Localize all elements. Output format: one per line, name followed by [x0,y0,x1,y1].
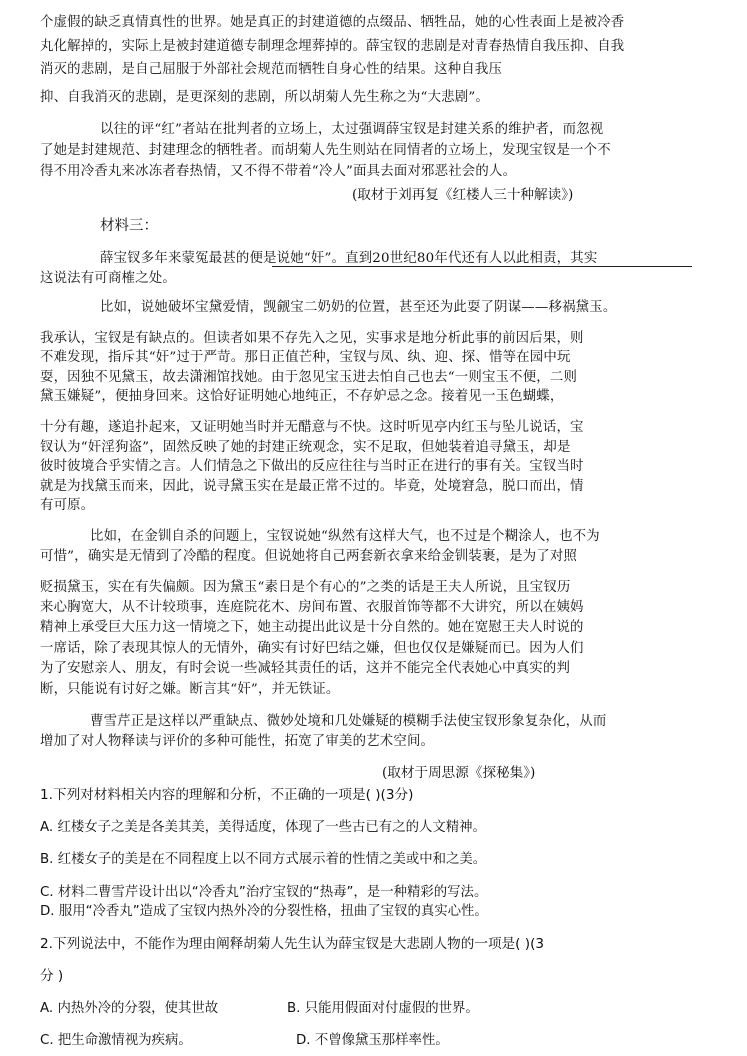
source-citation: (取材于刘再复《红楼人三十种解读》) [352,187,574,203]
passage-line: 比如，说她破坏宝黛爱情，觊觎宝二奶奶的位置，甚至还为此耍了阴谋——移祸黛玉。 [100,300,617,315]
question-2-stem-continued: 分 ) [40,968,64,984]
question-2-option-b: B. 只能用假面对付虚假的世界。 [287,1001,479,1016]
passage-line: 得不用冷香丸来冰冻者春热情，又不得不带着“冷人”面具去面对邪恶社会的人。 [40,164,517,179]
passage-line: 这说法有可商榷之处。 [40,271,176,286]
passage-line: 就是为找黛玉而来，因此，说寻黛玉实在是最正常不过的。毕竟，处境窘急，脱口而出，情 [40,479,584,494]
passage-line: 有可原。 [40,498,95,513]
passage-line: 以往的评“红”者站在批判者的立场上，太过强调薛宝钗是封建关系的维护者，而忽视 [100,122,604,137]
question-1-option-c: C. 材料二曹雪芹设计出以“冷香丸”治疗宝钗的“热毒”，是一种精彩的写法。 [40,885,488,900]
passage-line: 一席话，除了表现其惊人的无情外，确实有讨好巴结之嫌，但也仅仅是嫌疑而已。因为人们 [40,641,584,656]
passage-line: 贬损黛玉，实在有失偏颇。因为黛玉“素日是个有心的”之类的话是王夫人所说，且宝钗历 [40,580,571,595]
passage-line: 我承认，宝钗是有缺点的。但读者如果不存先入之见，实事求是地分析此事的前因后果，则 [40,331,584,346]
passage-line: 可惜”，确实是无情到了冷酷的程度。但说她将自己两套新衣拿来给金钏装裹，是为了对照 [40,549,578,564]
question-2-option-d: D. 不曾像黛玉那样率性。 [296,1033,449,1048]
passage-line: 曹雪芹正是这样以严重缺点、微妙处境和几处嫌疑的模糊手法使宝钗形象复杂化，从而 [90,714,607,729]
question-1-option-d: D. 服用“冷香丸”造成了宝钗内热外冷的分裂性格，扭曲了宝钗的真实心性。 [40,904,488,919]
question-2-option-a: A. 内热外冷的分裂，使其世故 [40,1001,219,1016]
passage-line: 十分有趣，遂追扑起来，又证明她当时并无醋意与不快。这时听见亭内红玉与坠儿说话，宝 [40,420,584,435]
question-1-option-a: A. 红楼女子之美是各美其美，美得适度，体现了一些古已有之的人文精神。 [40,820,486,835]
passage-line: 钗认为“奸淫狗盗”，固然反映了她的封建正统观念，实不足取，但她装着追寻黛玉，却是 [40,440,571,455]
source-citation: (取材于周思源《探秘集》) [382,765,536,781]
passage-line: 薛宝钗多年来蒙冤最甚的便是说她“奸”。直到20世纪80年代还有人以此相责，其实 [100,251,598,266]
passage-line: 黛玉嫌疑”，便抽身回来。这恰好证明她心地纯正，不存妒忌之念。接着见一玉色蝴蝶， [40,389,564,404]
question-2-option-c: C. 把生命激情视为疾病。 [40,1033,192,1048]
section-heading: 材料三： [100,218,158,234]
passage-line: 来心胸宽大，从不计较琐事，连庭院花木、房间布置、衣服首饰等都不大讲究，所以在姨妈 [40,600,584,615]
question-1-stem: 1.下列对材料相关内容的理解和分析，不正确的一项是( )(3分) [40,787,414,803]
passage-line: 彼时彼境合乎实情之言。人们情急之下做出的反应往往与当时正在进行的事有关。宝钗当时 [40,459,584,474]
question-1-option-b: B. 红楼女子的美是在不同程度上以不同方式展示着的性情之美或中和之美。 [40,852,487,867]
passage-line: 了她是封建规范、封建理念的牺牲者。而胡菊人先生则站在同情者的立场上，发现宝钗是一个不 [40,143,611,158]
passage-line: 精神上承受巨大压力这一情境之下，她主动提出此议是十分自然的。她在宽慰王夫人时说的 [40,620,584,635]
passage-line: 比如，在金钏自杀的问题上，宝钗说她“纵然有这样大气，也不过是个糊涂人，也不为 [90,529,600,544]
passage-line: 为了安慰亲人、朋友，有时会说一些减轻其责任的话，这并不能完全代表她心中真实的判 [40,661,571,676]
passage-line: 抑、自我消灭的悲剧，是更深刻的悲剧，所以胡菊人先生称之为“大悲剧”。 [40,90,489,105]
passage-line: 断，只能说有讨好之嫌。断言其“奸”，并无铁证。 [40,682,340,697]
text-underline [272,266,692,267]
passage-line: 增加了对人物释读与评价的多种可能性，拓宽了审美的艺术空间。 [40,734,435,749]
passage-line: 耍，因独不见黛玉，故去潇湘馆找她。由于忽见宝玉进去怕自己也去“一则宝玉不便，二则 [40,370,578,385]
passage-line: 丸化解掉的，实际上是被封建道德专制理念埋葬掉的。薛宝钗的悲剧是对青春热情自我压抑、自我 [40,39,625,54]
passage-line: 不难发现，指斥其“奸”过于严苛。那日正值芒种，宝钗与凤、纨、迎、探、惜等在园中玩 [40,350,571,365]
question-2-stem: 2.下列说法中，不能作为理由阐释胡菊人先生认为薛宝钗是大悲剧人物的一项是( )(3 [40,936,545,952]
passage-line: 个虚假的缺乏真情真性的世界。她是真正的封建道德的点缀品、牺牲品，她的心性表面上是被冷香 [40,15,625,30]
passage-line: 消灭的悲剧，是自己屈服于外部社会规范而牺牲自身心性的结果。这种自我压 [40,62,503,77]
